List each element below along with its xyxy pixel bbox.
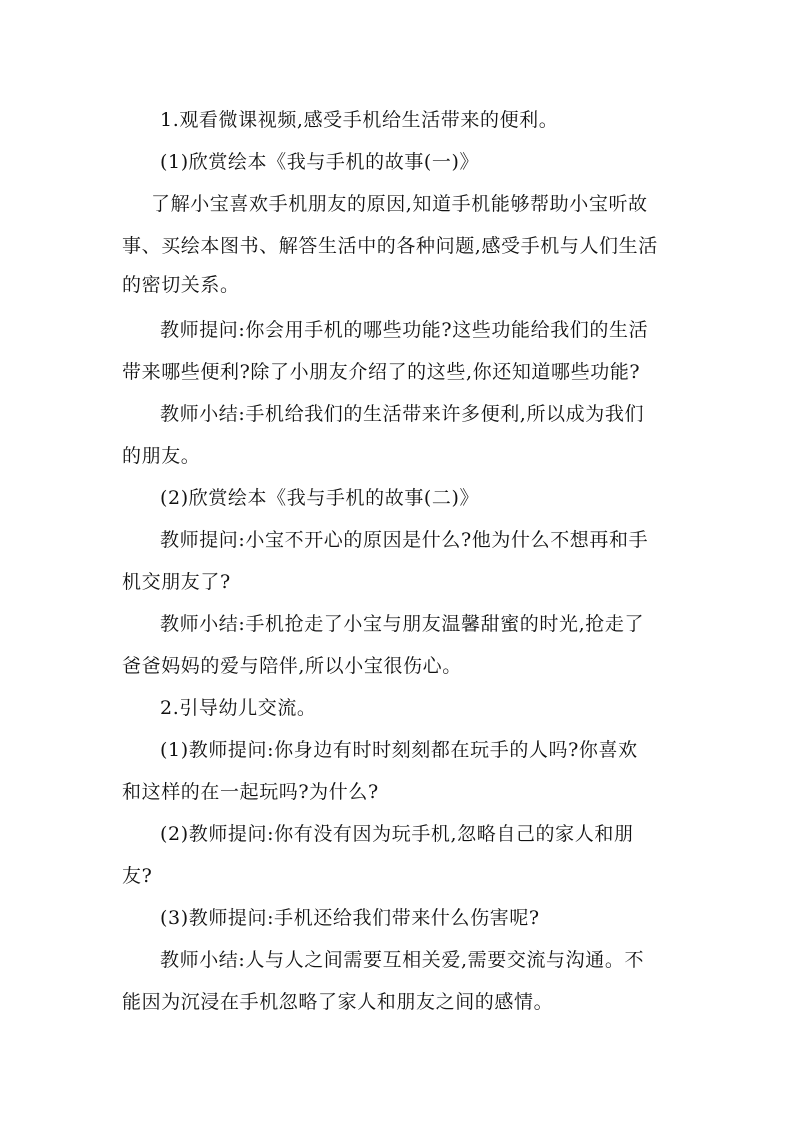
section-1-2-heading: (2)欣赏绘本《我与手机的故事(二)》 [160, 487, 480, 509]
paragraph-line: 的密切关系。 [122, 274, 240, 296]
step-1-heading: 1.观看微课视频,感受手机给生活带来的便利。 [160, 109, 559, 131]
paragraph-line: 事、买绘本图书、解答生活中的各种问题,感受手机与人们生活 [122, 235, 658, 257]
final-summary-line: 能因为沉浸在手机忽略了家人和朋友之间的感情。 [122, 991, 554, 1013]
step-2-heading: 2.引导幼儿交流。 [160, 697, 317, 719]
teacher-question-line: 教师提问:你会用手机的哪些功能?这些功能给我们的生活 [160, 319, 649, 341]
question-1-line: (1)教师提问:你身边有时时刻刻都在玩手的人吗?你喜欢 [160, 739, 638, 761]
final-summary-line: 教师小结:人与人之间需要互相关爱,需要交流与沟通。不 [160, 949, 645, 971]
teacher-summary-line: 爸爸妈妈的爱与陪伴,所以小宝很伤心。 [122, 655, 462, 677]
teacher-summary-line: 的朋友。 [122, 445, 201, 467]
question-3-line: (3)教师提问:手机还给我们带来什么伤害呢? [160, 907, 540, 929]
teacher-summary-line: 教师小结:手机抢走了小宝与朋友温馨甜蜜的时光,抢走了 [160, 613, 645, 635]
teacher-question-line: 教师提问:小宝不开心的原因是什么?他为什么不想再和手 [160, 529, 649, 551]
question-2-line: (2)教师提问:你有没有因为玩手机,忽略自己的家人和朋 [160, 823, 634, 845]
teacher-question-line: 机交朋友了? [122, 571, 231, 593]
teacher-summary-line: 教师小结:手机给我们的生活带来许多便利,所以成为我们 [160, 403, 645, 425]
question-1-line: 和这样的在一起玩吗?为什么? [122, 781, 379, 803]
question-2-line: 友? [122, 865, 153, 887]
teacher-question-line: 带来哪些便利?除了小朋友介绍了的这些,你还知道哪些功能? [122, 361, 641, 383]
section-1-1-heading: (1)欣赏绘本《我与手机的故事(一)》 [160, 151, 480, 173]
paragraph-line: 了解小宝喜欢手机朋友的原因,知道手机能够帮助小宝听故 [151, 193, 648, 215]
